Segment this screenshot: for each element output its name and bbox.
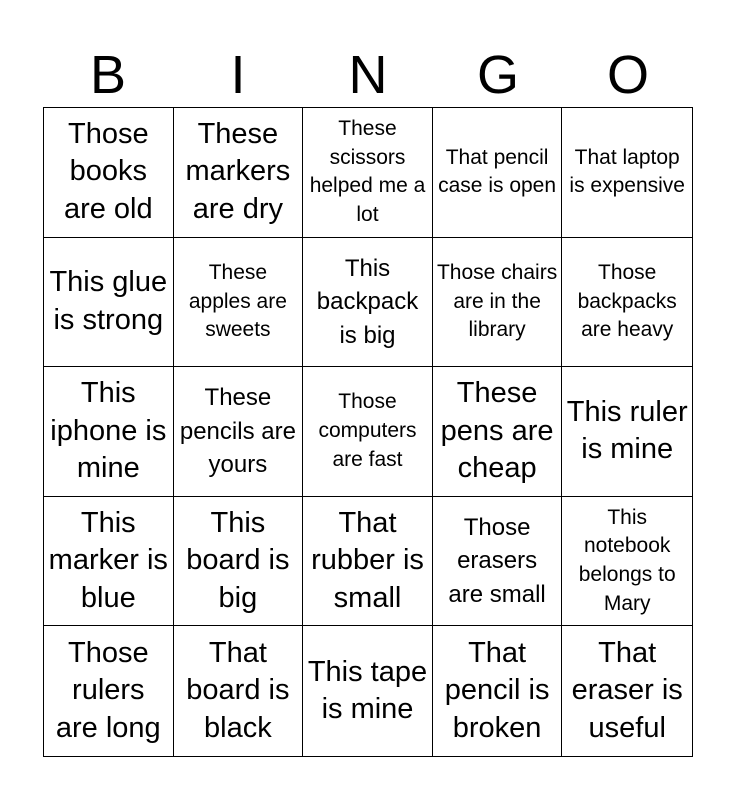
bingo-cell[interactable]: Those computers are fast <box>303 367 433 497</box>
bingo-cell[interactable]: These pens are cheap <box>433 367 563 497</box>
bingo-cell[interactable]: That laptop is expensive <box>562 108 692 238</box>
bingo-cell[interactable]: This marker is blue <box>44 497 174 627</box>
header-letter-i: I <box>230 45 246 105</box>
bingo-cell[interactable]: These scissors helped me a lot <box>303 108 433 238</box>
bingo-cell[interactable]: That eraser is useful <box>571 636 683 745</box>
bingo-cell[interactable]: Those rulers are long <box>44 626 174 756</box>
bingo-cell[interactable]: These markers are dry <box>174 108 304 238</box>
bingo-cell[interactable]: Those erasers are small <box>433 497 563 627</box>
bingo-cell[interactable]: That board is black <box>174 626 304 756</box>
header-letter-b: B <box>89 45 127 105</box>
bingo-cell[interactable]: This backpack is big <box>303 238 433 368</box>
bingo-cell[interactable]: This tape is mine <box>303 626 433 756</box>
bingo-cell[interactable]: Those chairs are in the library <box>433 238 563 368</box>
bingo-board <box>43 107 693 757</box>
bingo-cell[interactable]: These apples are sweets <box>174 238 304 368</box>
header-letter-o: O <box>606 45 649 105</box>
bingo-cell[interactable]: These pencils are yours <box>174 367 304 497</box>
bingo-cell[interactable]: This glue is strong <box>44 238 174 368</box>
bingo-header <box>43 44 693 106</box>
bingo-cell[interactable]: Those books are old <box>44 108 174 238</box>
bingo-cell[interactable]: Those backpacks are heavy <box>562 238 692 368</box>
bingo-cell[interactable]: That pencil case is open <box>433 108 563 238</box>
bingo-cell[interactable]: That rubber is small <box>303 497 433 627</box>
header-letter-g: G <box>476 45 519 105</box>
header-letter-n: N <box>348 45 388 105</box>
bingo-cell[interactable]: This ruler is mine <box>562 367 692 497</box>
bingo-cell[interactable]: This notebook belongs to Mary <box>562 497 692 627</box>
bingo-cell[interactable]: This iphone is mine <box>44 367 174 497</box>
bingo-cell[interactable]: This board is big <box>174 497 304 627</box>
bingo-cell[interactable]: That pencil is broken <box>433 626 563 756</box>
